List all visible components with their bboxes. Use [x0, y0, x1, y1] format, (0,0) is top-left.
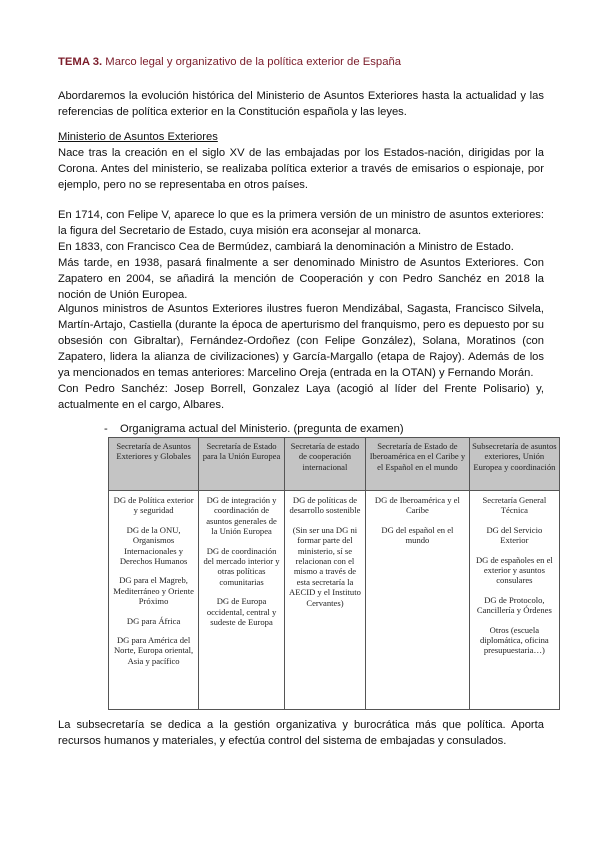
header-union-europea: Secretaría de Estado para la Unión Europea: [199, 438, 285, 491]
table-cell-item: DG para América del Norte, Europa oriental, Asia y pacífico: [113, 635, 194, 666]
bullet-text: Organigrama actual del Ministerio. (pregunta de examen): [120, 423, 404, 435]
history-paragraph-1714: En 1714, con Felipe V, aparece lo que es la primera versión de un ministro de asuntos exteriores: la figura del Secretario de Estado, cuya misión era aconsejar al monarca.: [58, 209, 544, 237]
title-text: Marco legal y organizativo de la política exterior de España: [102, 56, 402, 68]
org-chart-bullet: [104, 423, 404, 435]
history-paragraph-1833: En 1833, con Francisco Cea de Bermúdez, cambiará la denominación a Ministro de Estado.: [58, 241, 514, 253]
table-cell-item: DG de Protocolo, Cancillería y Órdenes: [476, 594, 552, 616]
history-paragraph-1938: Más tarde, en 1938, pasará finalmente a ser denominado Ministro de Asuntos Exteriores. Con Zapatero en 2004, se añadirá la mención de Cooperación y con Pedro Sanchéz en 2018 la noción de Unión Europea.: [58, 257, 544, 301]
header-cooperacion: Secretaría de estado de cooperación internacional: [284, 438, 365, 491]
ministers-sanchez-paragraph: Con Pedro Sanchéz: Josep Borrell, Gonzalez Laya (acogió al líder del Frente Polisario) y, actualmente en el cargo, Albares.: [58, 383, 544, 411]
table-cell-item: DG de políticas de desarrollo sostenible: [289, 495, 361, 516]
org-chart-header-row: [109, 438, 560, 491]
org-chart-body-row: [109, 491, 560, 710]
section-heading: Ministerio de Asuntos Exteriores: [58, 131, 218, 143]
section-paragraph: Nace tras la creación en el siglo XV de las embajadas por los Estados-nación, dirigidas por la Corona. Antes del ministerio, se realizaba política exterior a través de emisarios o espionaje, por ejemplo, pero no se representaba en otros países.: [58, 147, 544, 191]
org-chart-table: [108, 437, 560, 710]
bullet-dash: -: [104, 423, 108, 435]
page-title: [58, 56, 558, 68]
table-cell-item: DG de españoles en el exterior y asuntos consulares: [475, 554, 553, 586]
table-cell-item: Secretaría General Técnica: [482, 495, 547, 516]
ministers-paragraph: Algunos ministros de Asuntos Exteriores ilustres fueron Mendizábal, Sagasta, Francisco Silvela, Martín-Artajo, Castiella (durante la época de aperturismo del franquismo, pero es depuesto por su obsesión con Gibraltar), Fernández-Ordoñez (con Felipe González), Solana, Moratinos (con Zapatero, lidera la alianza de civilizaciones) y García-Margallo (etapa de Rajoy). Además de los ya mencionados en temas anteriores: Marcelino Oreja (entrada en la OTAN) y Fernando Morán.: [58, 303, 544, 379]
col-cooperacion: [284, 491, 365, 710]
col-union-europea: [199, 491, 285, 710]
table-cell-item: DG de coordinación del mercado interior y otras políticas comunitarias: [203, 545, 280, 587]
table-cell-item: DG de Europa occidental, central y sudeste de Europa: [206, 596, 277, 628]
col-subsecretaria: [469, 491, 559, 710]
col-exteriores-globales: [109, 491, 199, 710]
table-cell-item: (Sin ser una DG ni formar parte del ministerio, sí se relacionan con el mismo a través de esta secretaría la AECID y el Instituto Cervantes): [289, 524, 361, 608]
table-cell-item: DG del Servicio Exterior: [486, 524, 543, 546]
ministry-section: [58, 129, 544, 193]
header-iberoamerica: Secretaría de Estado de Iberoamérica en el Caribe y el Español en el mundo: [366, 438, 470, 491]
header-exteriores-globales: Secretaría de Asuntos Exteriores y Globales: [109, 438, 199, 491]
table-cell-item: DG del español en el mundo: [381, 524, 454, 546]
table-cell-item: DG para África: [126, 615, 181, 626]
history-section: [58, 207, 544, 303]
table-cell-item: Otros (escuela diplomática, oficina presupuestaria…): [480, 624, 549, 656]
table-cell-item: DG de la ONU, Organismos Internacionales y Derechos Humanos: [119, 524, 188, 567]
col-iberoamerica: [366, 491, 470, 710]
table-cell-item: DG de Política exterior y seguridad: [113, 495, 194, 516]
title-number: TEMA 3.: [58, 56, 103, 68]
ministers-section: [58, 301, 544, 413]
closing-paragraph: La subsecretaría se dedica a la gestión organizativa y burocrática más que política. Aporta recursos humanos y materiales, y efectúa control del sistema de embajadas y consulados.: [58, 719, 544, 747]
table-cell-item: DG de Iberoamérica y el Caribe: [374, 495, 460, 516]
intro-paragraph: Abordaremos la evolución histórica del Ministerio de Asuntos Exteriores hasta la actualidad y las referencias de política exterior en la Constitución española y las leyes.: [58, 90, 544, 118]
header-subsecretaria: Subsecretaría de asuntos exteriores, Unión Europea y coordinación: [469, 438, 559, 491]
table-cell-item: DG para el Magreb, Mediterráneo y Oriente Próximo: [113, 575, 194, 607]
table-cell-item: DG de integración y coordinación de asuntos generales de la Unión Europea: [206, 495, 277, 537]
